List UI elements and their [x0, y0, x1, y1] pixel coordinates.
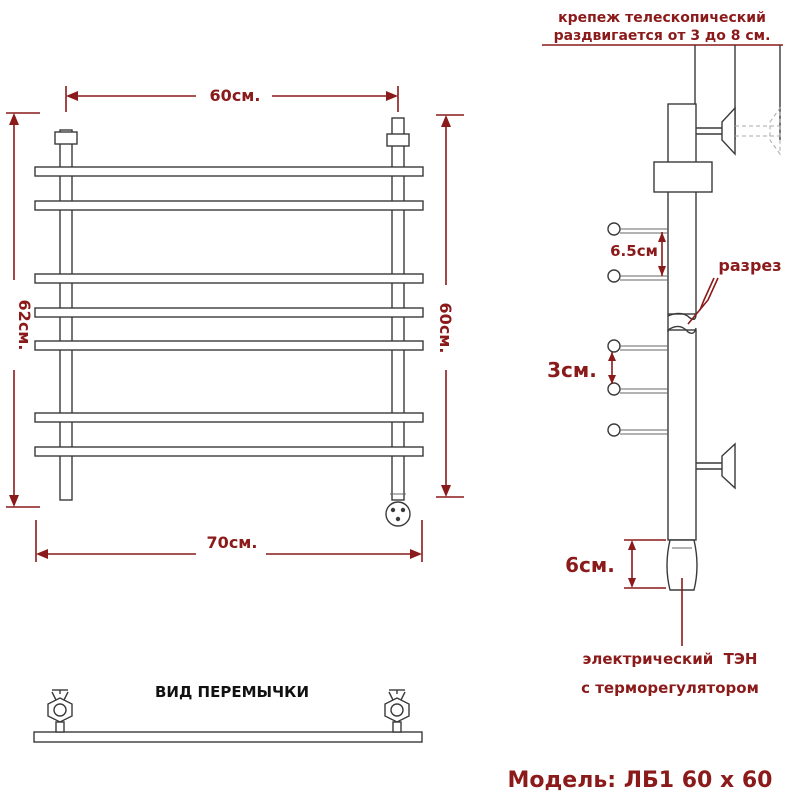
dim-right-height — [436, 115, 464, 497]
mount-note-line1: крепеж телескопический — [558, 10, 766, 26]
jumper-view-title: ВИД ПЕРЕМЫЧКИ — [154, 683, 310, 701]
dim-top-width-label: 60см. — [209, 86, 261, 105]
front-view — [6, 86, 464, 562]
bar — [35, 341, 423, 350]
dim-bottom-width-label: 70см. — [206, 533, 258, 552]
heater-note-line2: с терморегулятором — [581, 679, 759, 697]
left-post-cap — [55, 132, 77, 144]
mount-note-line2: раздвигается от 3 до 8 см. — [553, 28, 771, 44]
dim-rail-gap — [610, 232, 666, 276]
collar — [654, 162, 712, 192]
bar — [35, 167, 423, 176]
dim-right-height-label: 60см. — [436, 302, 455, 354]
bar — [35, 274, 423, 283]
bar — [35, 308, 423, 317]
dim-heater-label: 6см. — [565, 553, 615, 577]
side-pipe-upper — [668, 104, 696, 314]
model-label: Модель: ЛБ1 60 х 60 — [507, 768, 773, 793]
bar — [35, 447, 423, 456]
dim-top-width — [66, 86, 398, 112]
bar — [35, 413, 423, 422]
dim-heater — [565, 540, 666, 588]
dim-bar-gap — [547, 352, 616, 384]
dim-left-height-label: 62см. — [15, 299, 34, 351]
top-wall-mount-icon — [696, 108, 780, 154]
right-clamp-icon — [385, 690, 409, 732]
horizontal-bars — [35, 167, 423, 456]
dim-bottom-width — [36, 520, 422, 562]
right-post-cap — [387, 134, 409, 146]
dim-rail-gap-label: 6.5см — [610, 242, 658, 260]
bottom-wall-mount-icon — [696, 444, 735, 488]
jumper-view — [34, 683, 422, 742]
dim-bar-gap-label: 3см. — [547, 358, 597, 382]
heater-note-line1: электрический ТЭН — [582, 650, 758, 668]
section-label: разрез — [718, 256, 782, 275]
jumper-bar — [34, 732, 422, 742]
side-pipe-lower — [668, 330, 696, 540]
left-clamp-icon — [48, 690, 72, 732]
side-view — [542, 10, 783, 697]
bar — [35, 201, 423, 210]
